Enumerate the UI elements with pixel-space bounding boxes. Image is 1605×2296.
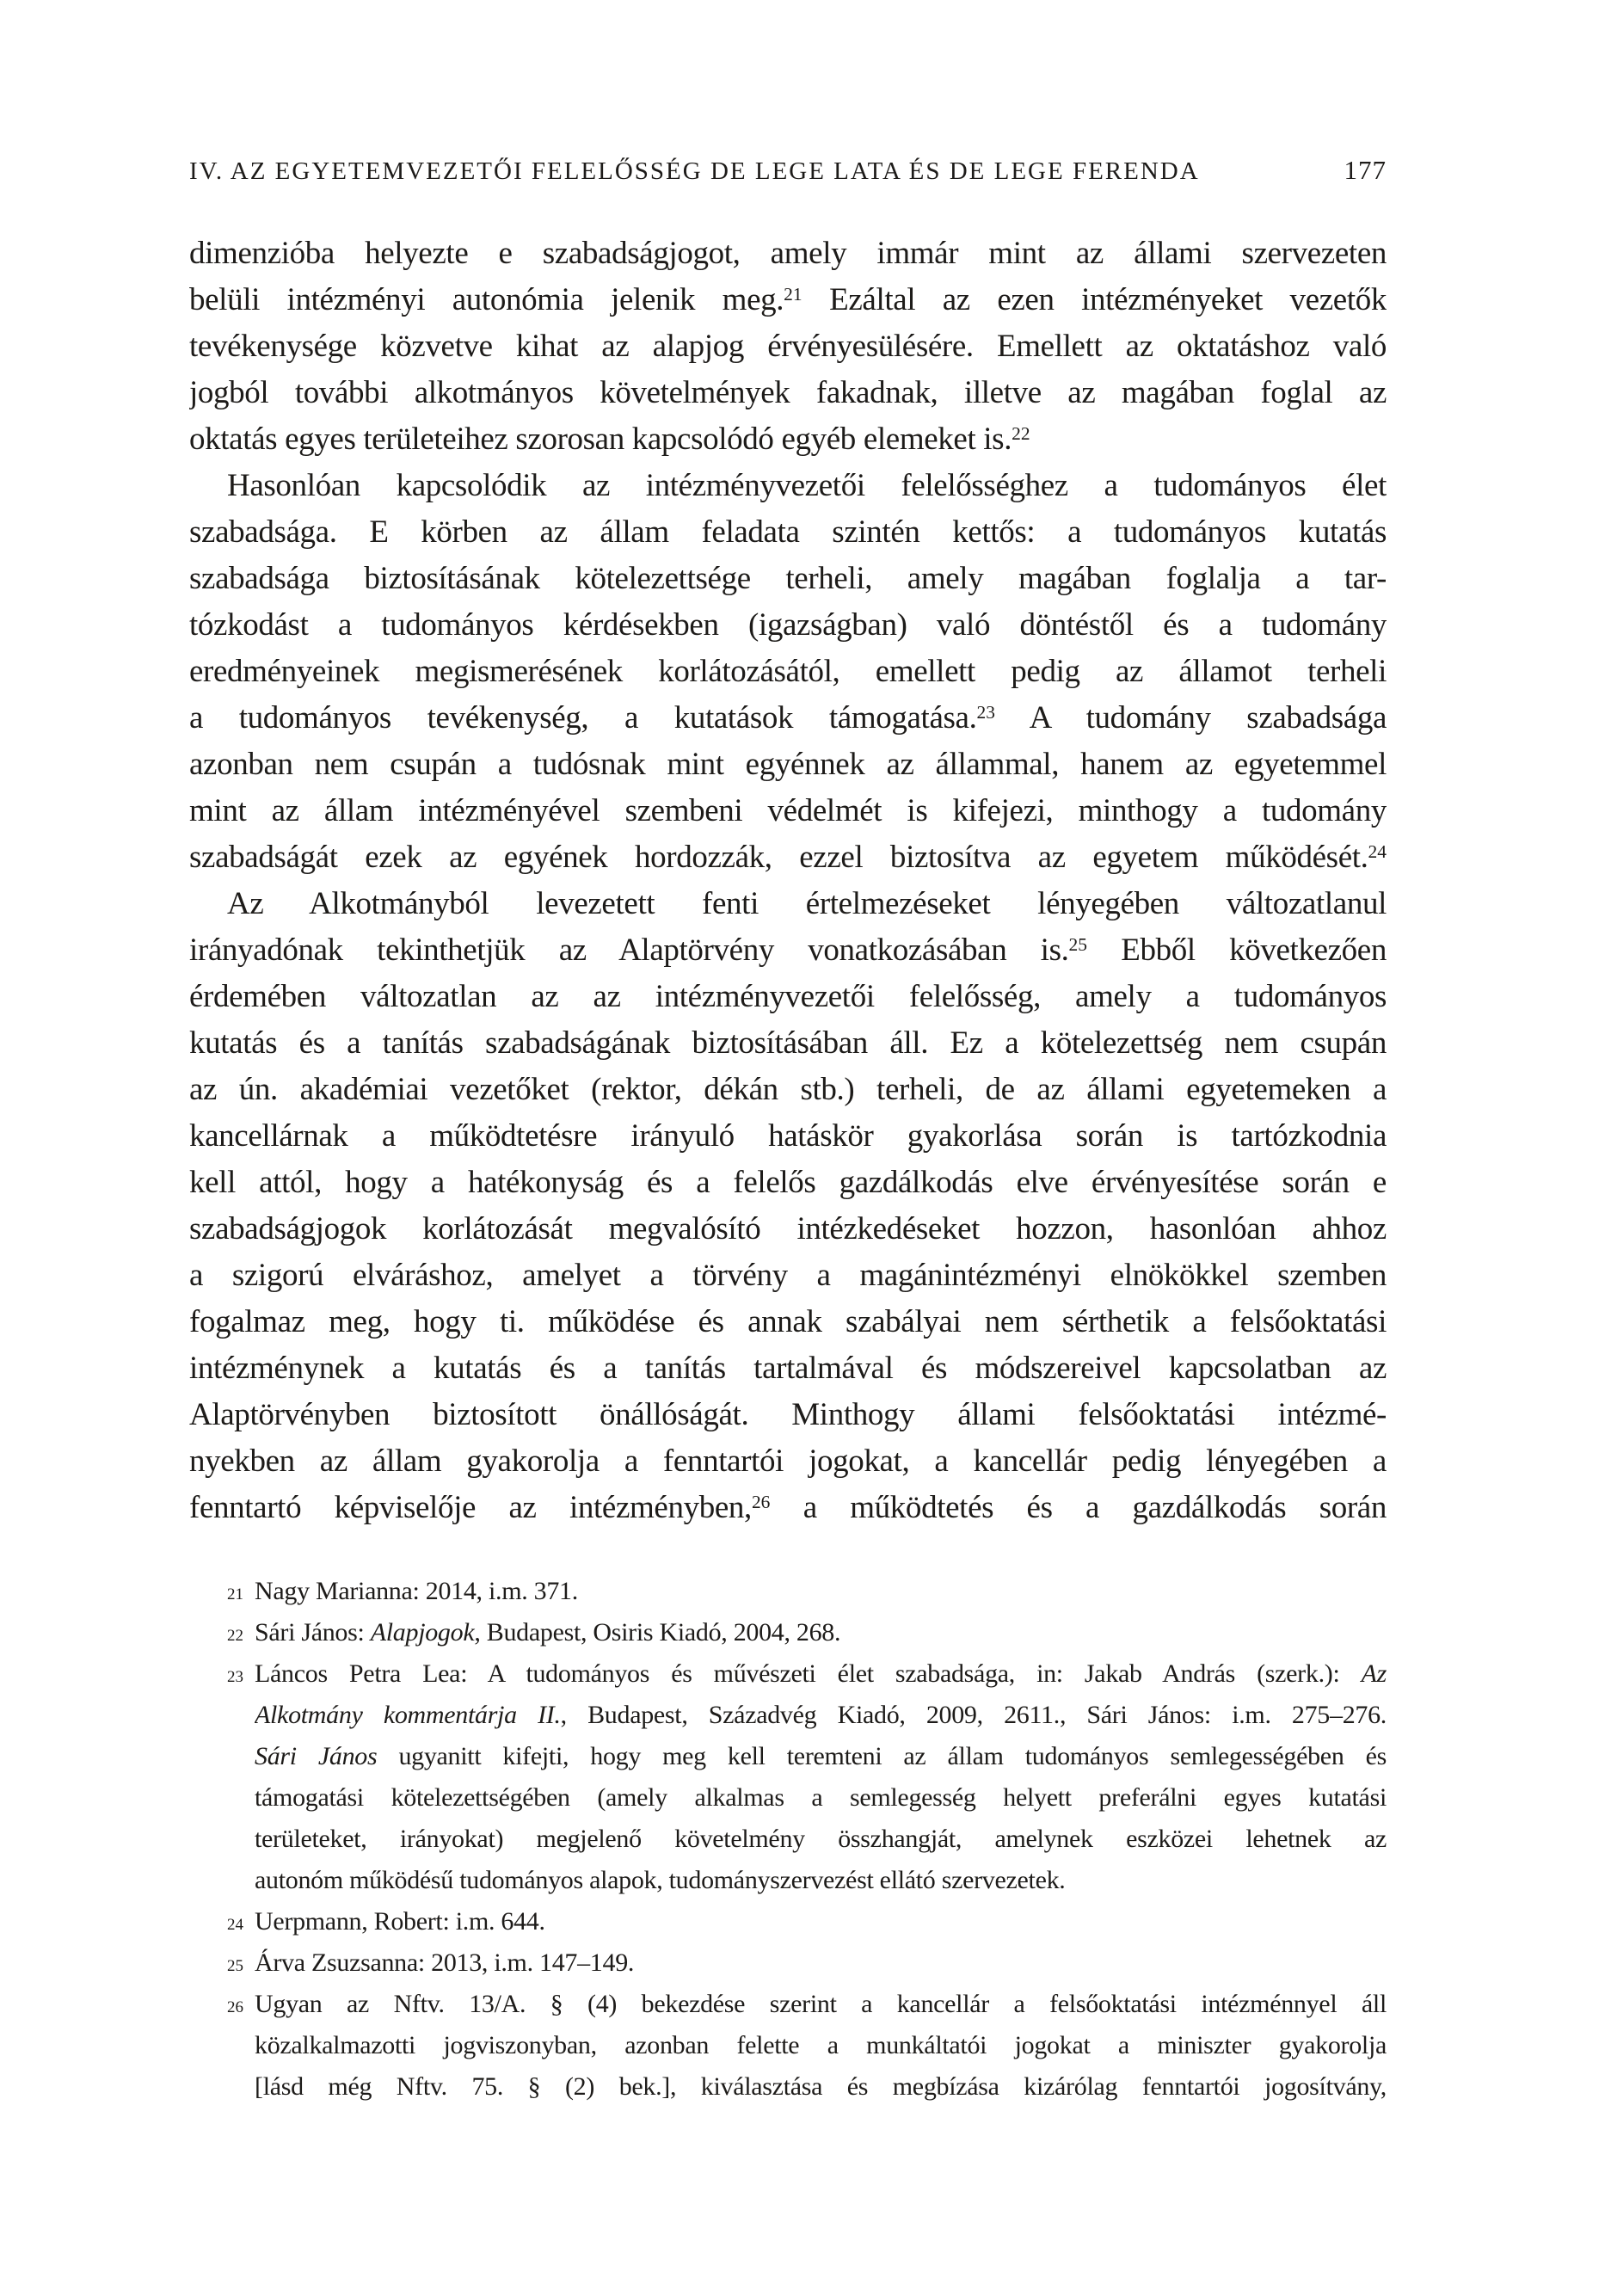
- text-line: Ugyan az Nftv. 13/A. § (4) bekezdése szerint a kancellár a felsőoktatási intézménnyel áll: [255, 1990, 1387, 2018]
- footnote: [189, 1571, 1387, 1612]
- italic-text: Az: [1361, 1659, 1387, 1688]
- text-line: tózkodást a tudományos kérdésekben (igazságban) való döntéstől és a tudomány: [189, 607, 1387, 643]
- text-line: kell attól, hogy a hatékonyság és a felelős gazdálkodás elve érvényesítése során e: [189, 1165, 1387, 1200]
- text-line: Uerpmann, Robert: i.m. 644.: [255, 1907, 545, 1936]
- text-line: belüli intézményi autonómia jelenik meg.$^{21}$ Ezáltal az ezen intézményeket vezetők: [189, 282, 1387, 317]
- footnote: [189, 1901, 1387, 1942]
- text-line: oktatás egyes területeihez szorosan kapcsolódó egyéb elemeket is.$^{22}$: [189, 422, 1030, 457]
- text-line: szabadságjogok korlátozását megvalósító intézkedéseket hozzon, hasonlóan ahhoz: [189, 1211, 1387, 1246]
- text-line: Nagy Marianna: 2014, i.m. 371.: [255, 1577, 578, 1605]
- text-line: szabadságát ezek az egyének hordozzák, ezzel biztosítva az egyetem működését.$^{24}$: [189, 840, 1387, 875]
- text-line: az ún. akadémiai vezetőket (rektor, dékán stb.) terheli, de az állami egyetemeken a: [189, 1072, 1387, 1107]
- footnote-section: [189, 1571, 1387, 2108]
- running-header-title: IV. AZ EGYETEMVEZETŐI FELELŐSSÉG DE LEGE LATA ÉS DE LEGE FERENDA: [189, 157, 1200, 185]
- italic-text: Sári János: [255, 1742, 378, 1770]
- text-line: Alaptörvényben biztosított önállóságát. Minthogy állami felsőoktatási intézmé-: [189, 1397, 1387, 1432]
- text-line: Láncos Petra Lea: A tudományos és művészeti élet szabadsága, in: Jakab András (szerk.): Az: [255, 1659, 1387, 1688]
- text-line: mint az állam intézményével szembeni védelmét is kifejezi, minthogy a tudomány: [189, 793, 1387, 828]
- footnote-reference: 22: [1012, 422, 1030, 444]
- footnote-number: 23: [227, 1668, 243, 1686]
- text-line: szabadsága. E körben az állam feladata szintén kettős: a tudományos kutatás: [189, 514, 1387, 550]
- text-line: szabadsága biztosításának kötelezettsége terheli, amely magában foglalja a tar-: [189, 561, 1387, 596]
- text-line: fenntartó képviselője az intézményben,$^{26}$ a működtetés és a gazdálkodás során: [189, 1490, 1387, 1525]
- text-line: nyekben az állam gyakorolja a fenntartói jogokat, a kancellár pedig lényegében a: [189, 1443, 1387, 1479]
- footnote: [189, 1984, 1387, 2108]
- text-line: Hasonlóan kapcsolódik az intézményvezetői felelősséghez a tudományos élet: [227, 468, 1387, 503]
- text-line: fogalmaz meg, hogy ti. működése és annak szabályai nem sérthetik a felsőoktatási: [189, 1304, 1387, 1339]
- footnote-number: 24: [227, 1916, 243, 1934]
- paragraph: [189, 881, 1387, 1531]
- text-line: jogból további alkotmányos követelmények fakadnak, illetve az magában foglal az: [189, 375, 1387, 410]
- text-line: intézménynek a kutatás és a tanítás tartalmával és módszereivel kapcsolatban az: [189, 1351, 1387, 1386]
- text-line: érdemében változatlan az az intézményvezetői felelősség, amely a tudományos: [189, 979, 1387, 1014]
- footnote: [189, 1653, 1387, 1901]
- footnote-number: 26: [227, 1998, 243, 2016]
- paragraph: [189, 463, 1387, 881]
- text-line: a szigorú elváráshoz, amelyet a törvény a magánintézményi elnökökkel szemben: [189, 1258, 1387, 1293]
- text-line: támogatási kötelezettségében (amely alkalmas a semlegesség helyett preferálni egyes kutatási: [255, 1783, 1387, 1812]
- text-line: [lásd még Nftv. 75. § (2) bek.], kiválasztása és megbízása kizárólag fenntartói jogosítvány,: [255, 2072, 1387, 2101]
- footnote-reference: 23: [976, 701, 995, 723]
- footnote-reference: 26: [751, 1491, 771, 1512]
- text-line: Az Alkotmányból levezetett fenti értelmezéseket lényegében változatlanul: [227, 886, 1387, 921]
- text-line: Alkotmány kommentárja II., Budapest, Századvég Kiadó, 2009, 2611., Sári János: i.m. 275–276.: [255, 1701, 1387, 1729]
- footnote-number: 21: [227, 1585, 243, 1604]
- text-line: dimenzióba helyezte e szabadságjogot, amely immár mint az állami szervezeten: [189, 236, 1387, 271]
- text-line: irányadónak tekinthetjük az Alaptörvény vonatkozásában is.$^{25}$ Ebből következően: [189, 933, 1387, 968]
- italic-text: Alapjogok: [370, 1618, 475, 1647]
- footnote-reference: 25: [1068, 933, 1087, 955]
- footnote-number: 22: [227, 1627, 243, 1645]
- footnote-reference: 21: [784, 283, 802, 305]
- text-line: közalkalmazotti jogviszonyban, azonban felette a munkáltatói jogokat a miniszter gyakorolja: [255, 2031, 1387, 2059]
- text-line: Sári János ugyanitt kifejti, hogy meg kell teremteni az állam tudományos semlegességében és: [255, 1742, 1387, 1770]
- text-line: tevékenysége közvetve kihat az alapjog érvényesülésére. Emellett az oktatáshoz való: [189, 329, 1387, 364]
- text-line: Árva Zsuzsanna: 2013, i.m. 147–149.: [255, 1948, 635, 1977]
- text-line: Sári János: Alapjogok, Budapest, Osiris Kiadó, 2004, 268.: [255, 1618, 841, 1647]
- text-line: a tudományos tevékenység, a kutatások támogatása.$^{23}$ A tudomány szabadsága: [189, 700, 1387, 736]
- paragraph: [189, 231, 1387, 463]
- text-line: eredményeinek megismerésének korlátozásától, emellett pedig az államot terheli: [189, 654, 1387, 689]
- body-text: [189, 231, 1387, 1531]
- text-line: autonóm működésű tudományos alapok, tudományszervezést ellátó szervezetek.: [255, 1866, 1066, 1894]
- italic-text: Alkotmány kommentárja II.: [255, 1701, 561, 1729]
- footnote-number: 25: [227, 1957, 243, 1975]
- footnote: [189, 1612, 1387, 1653]
- footnote: [189, 1942, 1387, 1984]
- text-line: azonban nem csupán a tudósnak mint egyénnek az állammal, hanem az egyetemmel: [189, 747, 1387, 782]
- footnote-reference: 24: [1368, 840, 1387, 862]
- text-line: területeket, irányokat) megjelenő követelmény összhangját, amelynek eszközei lehetnek az: [255, 1825, 1387, 1853]
- page-header: [189, 155, 1387, 186]
- text-line: kancellárnak a működtetésre irányuló hatáskör gyakorlása során is tartózkodnia: [189, 1118, 1387, 1154]
- text-line: kutatás és a tanítás szabadságának biztosításában áll. Ez a kötelezettség nem csupán: [189, 1025, 1387, 1061]
- page-number: 177: [1344, 155, 1387, 185]
